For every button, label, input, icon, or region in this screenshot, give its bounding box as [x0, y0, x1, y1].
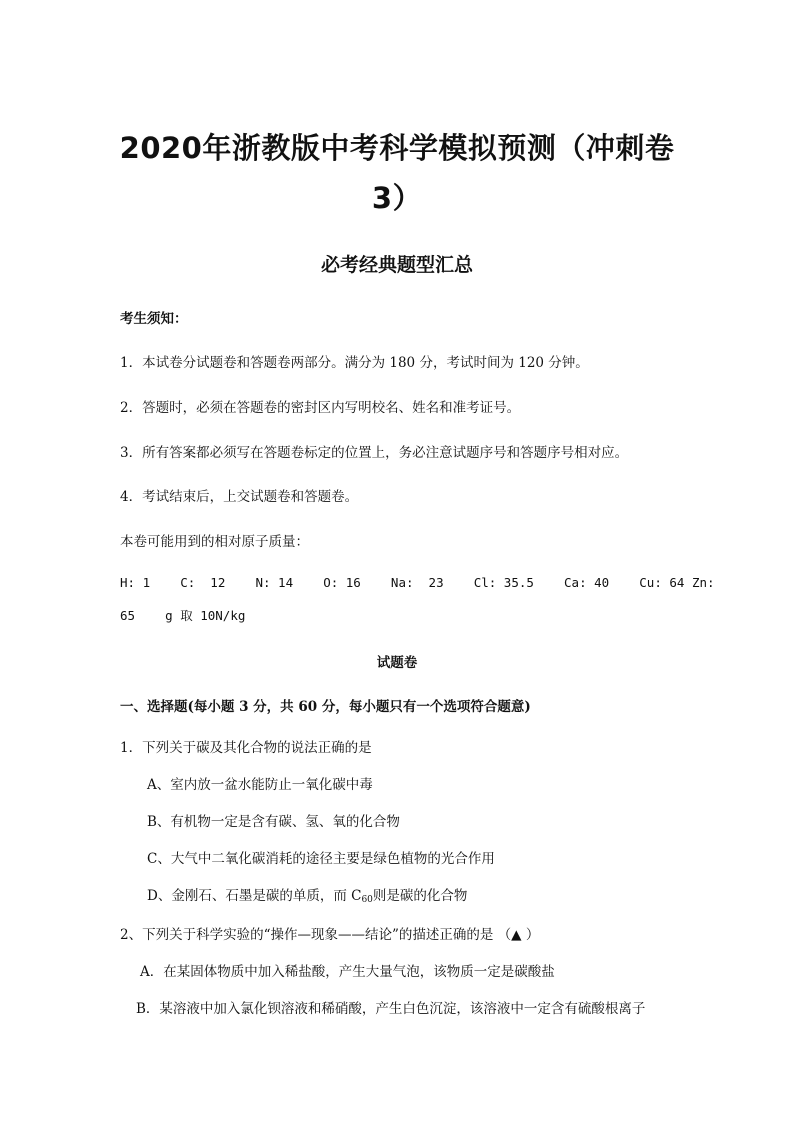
- notice-item: 1．本试卷分试题卷和答题卷两部分。满分为 180 分，考试时间为 120 分钟。: [120, 355, 589, 371]
- option-d-text-pre: D、金刚石、石墨是碳的单质，而 C: [147, 888, 362, 904]
- question-2-stem: 2、下列关于科学实验的“操作—现象——结论”的描述正确的是 （▲ ）: [120, 927, 540, 943]
- atomic-mass-intro: 本卷可能用到的相对原子质量：: [120, 534, 309, 550]
- notice-heading: 考生须知：: [120, 311, 188, 327]
- question-2-option-a: A．在某固体物质中加入稀盐酸，产生大量气泡，该物质一定是碳酸盐: [140, 964, 555, 980]
- question-1-option-c: C、大气中二氧化碳消耗的途径主要是绿色植物的光合作用: [147, 851, 495, 867]
- section-label: 试题卷: [376, 655, 418, 671]
- exam-subtitle: 必考经典题型汇总: [320, 254, 473, 276]
- notice-item: 3．所有答案都必须写在答题卷标定的位置上，务必注意试题序号和答题序号相对应。: [120, 445, 629, 461]
- question-2-option-b: B．某溶液中加入氯化钡溶液和稀硝酸，产生白色沉淀，该溶液中一定含有硫酸根离子: [136, 1001, 646, 1017]
- question-1-option-d: [147, 884, 467, 905]
- notice-item: 4．考试结束后，上交试题卷和答题卷。: [120, 489, 359, 505]
- option-d-subscript: 60: [361, 895, 373, 905]
- question-1-option-b: B、有机物一定是含有碳、氢、氧的化合物: [147, 814, 400, 830]
- question-1-option-a: A、室内放一盆水能防止一氧化碳中毒: [147, 777, 373, 793]
- atomic-mass-line2: 65 g 取 10N/kg: [120, 608, 246, 623]
- notice-item: 2．答题时，必须在答题卷的密封区内写明校名、姓名和准考证号。: [120, 400, 521, 416]
- exam-title-line1: 2020年浙教版中考科学模拟预测（冲刺卷: [119, 131, 675, 165]
- option-d-text-post: 则是碳的化合物: [372, 888, 468, 904]
- atomic-mass-line1: H: 1 C: 12 N: 14 O: 16 Na: 23 Cl: 35.5 Ca: 40 Cu: 64 Zn:: [120, 575, 715, 590]
- part-one-heading: 一、选择题(每小题 3 分，共 60 分，每小题只有一个选项符合题意): [120, 699, 531, 715]
- question-1-stem: 1．下列关于碳及其化合物的说法正确的是: [120, 740, 372, 756]
- exam-title-line2: 3）: [371, 181, 423, 215]
